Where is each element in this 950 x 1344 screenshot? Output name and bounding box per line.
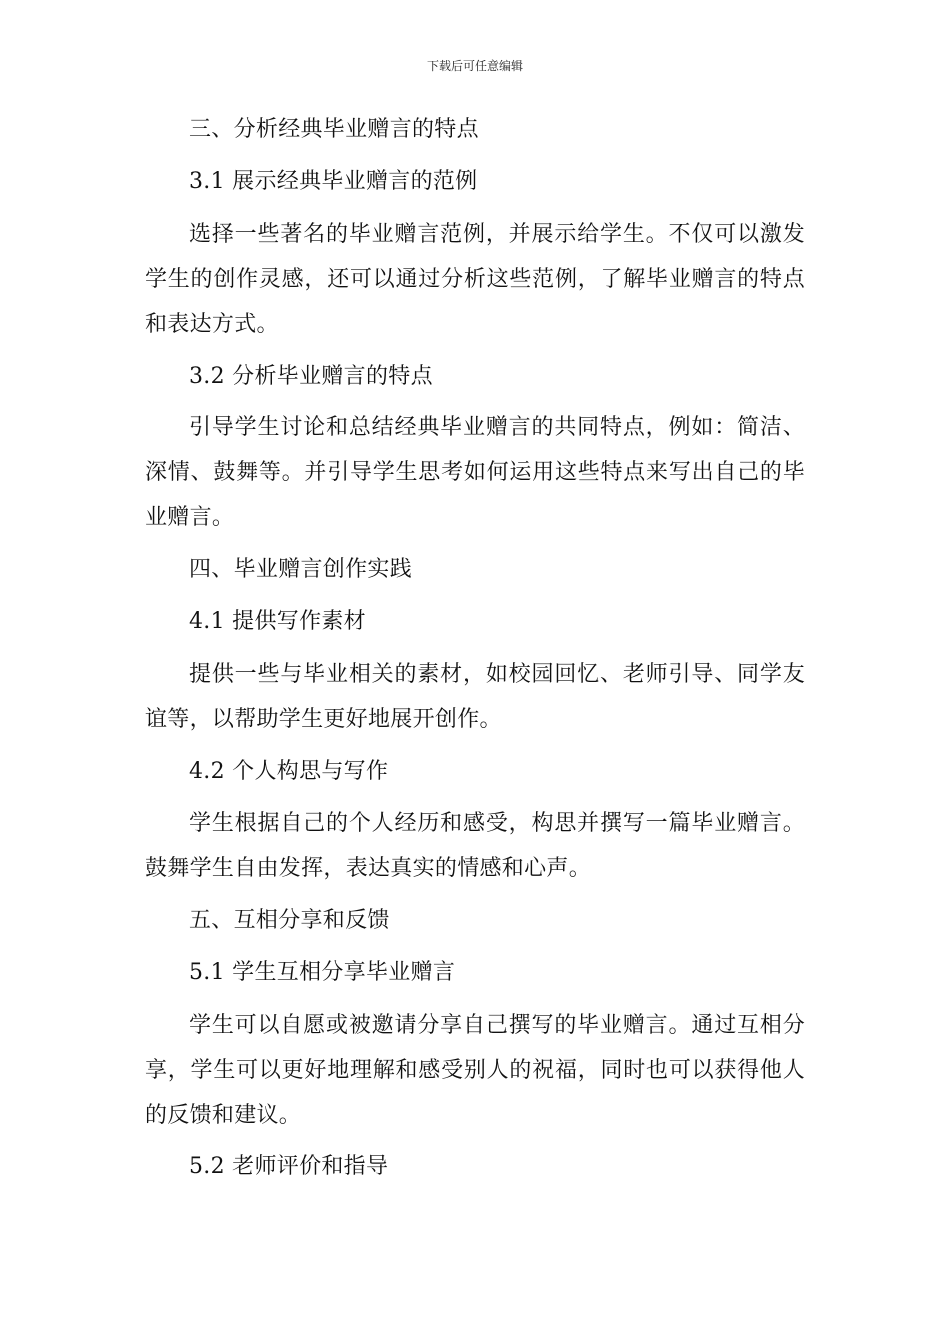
section-4-title: 四、毕业赠言创作实践 [189, 557, 413, 582]
heading-3-1: 3.1 展示经典毕业赠言的范例 [189, 169, 478, 194]
paragraph-3-1: 选择一些著名的毕业赠言范例，并展示给学生。不仅可以激发学生的创作灵感，还可以通过分析这些范例，了解毕业赠言的特点和表达方式。 [145, 222, 805, 337]
page-header: 下载后可任意编辑 [426, 59, 523, 73]
heading-5-1: 5.1 学生互相分享毕业赠言 [189, 960, 456, 985]
heading-4-2: 4.2 个人构思与写作 [189, 759, 389, 784]
heading-5-2: 5.2 老师评价和指导 [189, 1154, 389, 1179]
paragraph-4-2: 学生根据自己的个人经历和感受，构思并撰写一篇毕业赠言。鼓舞学生自由发挥，表达真实的情感和心声。 [145, 811, 805, 881]
paragraph-5-1: 学生可以自愿或被邀请分享自己撰写的毕业赠言。通过互相分享，学生可以更好地理解和感受别人的祝福，同时也可以获得他人的反馈和建议。 [145, 1013, 805, 1128]
heading-3-2: 3.2 分析毕业赠言的特点 [189, 364, 433, 389]
section-3-title: 三、分析经典毕业赠言的特点 [189, 117, 479, 142]
paragraph-3-2: 引导学生讨论和总结经典毕业赠言的共同特点，例如：简洁、深情、鼓舞等。并引导学生思考如何运用这些特点来写出自己的毕业赠言。 [145, 415, 805, 530]
section-5-title: 五、互相分享和反馈 [189, 908, 390, 933]
paragraph-4-1: 提供一些与毕业相关的素材，如校园回忆、老师引导、同学友谊等，以帮助学生更好地展开创作。 [145, 662, 805, 732]
heading-4-1: 4.1 提供写作素材 [189, 609, 366, 634]
